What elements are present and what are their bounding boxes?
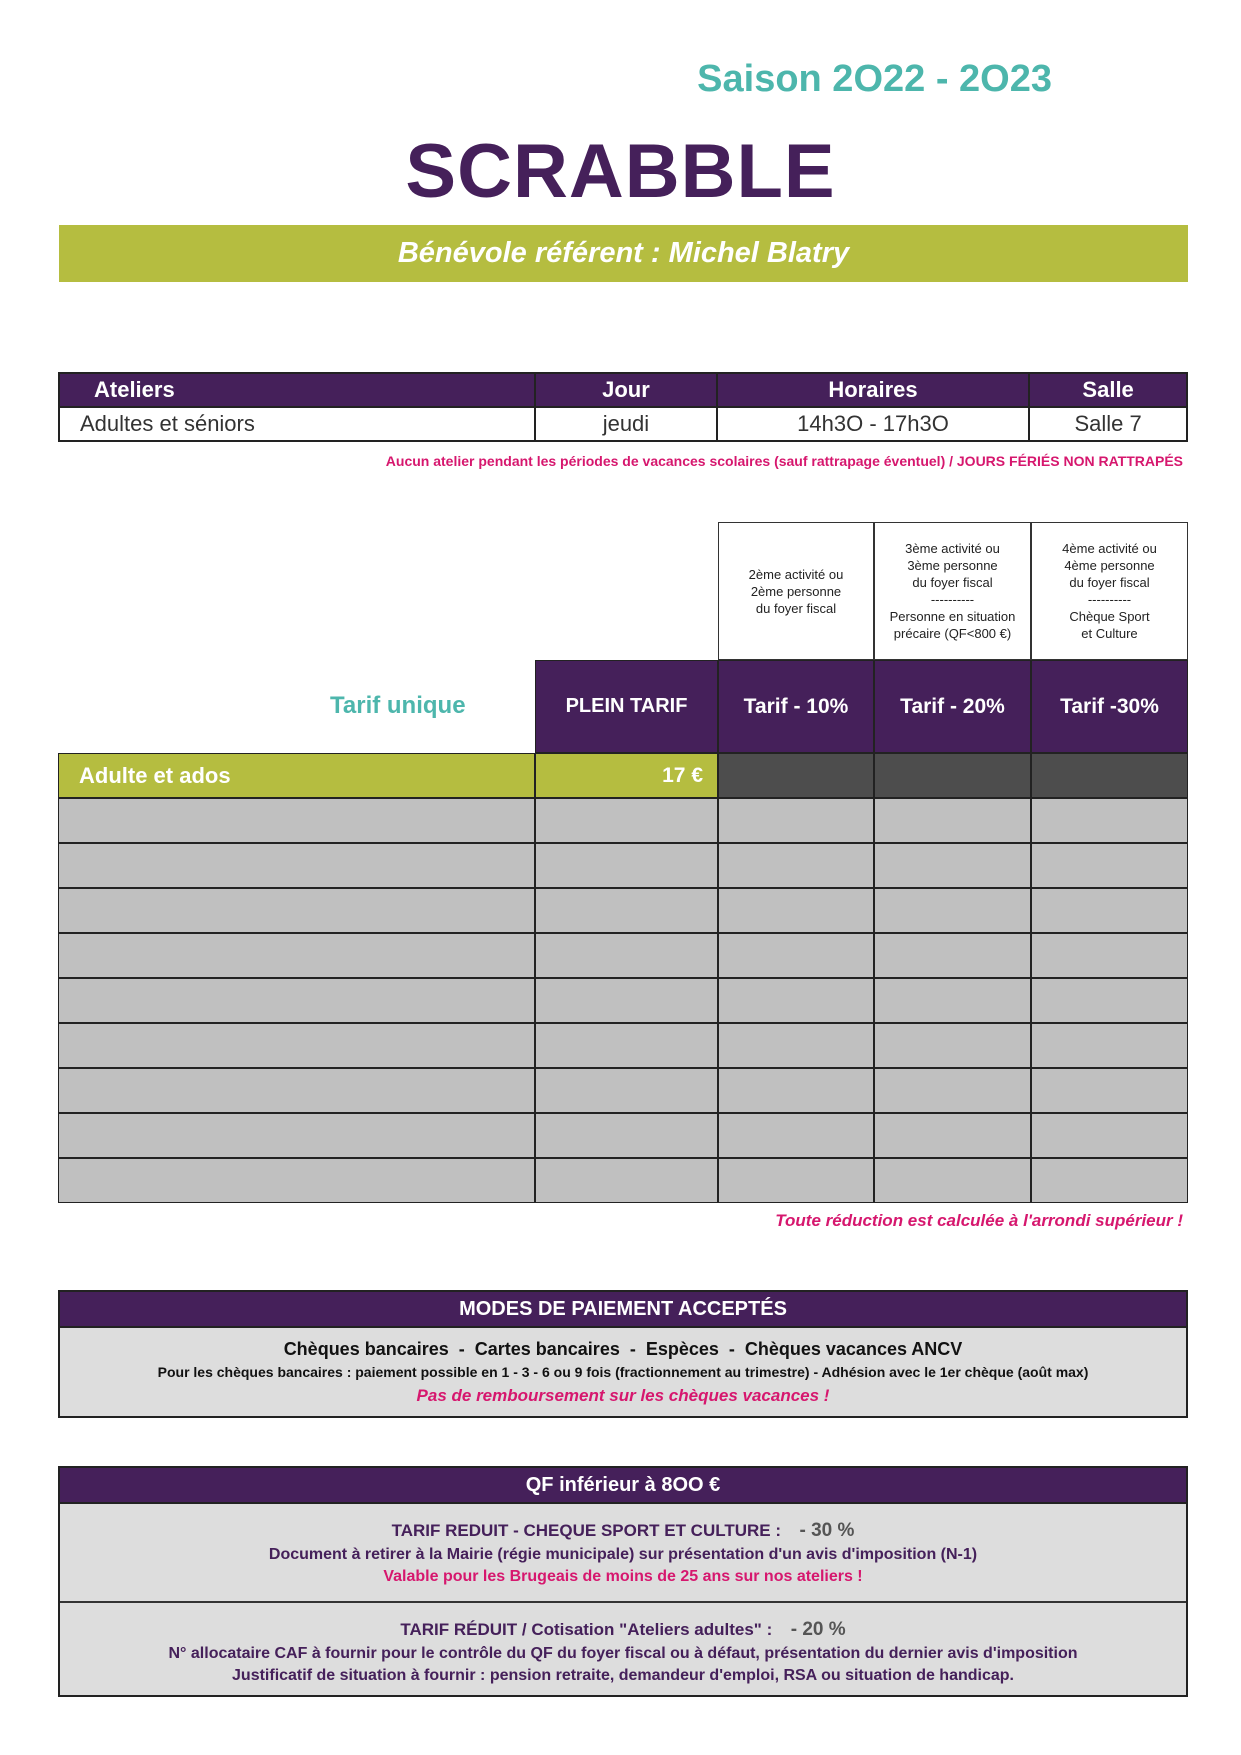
empty-tarif-cell (535, 1068, 718, 1113)
payment-title: MODES DE PAIEMENT ACCEPTÉS (60, 1292, 1186, 1328)
tarif-row-cell-10 (718, 753, 874, 798)
empty-tarif-cell (535, 978, 718, 1023)
schedule-header-row (59, 373, 1187, 407)
qf-section1-note: Valable pour les Brugeais de moins de 25 ans sur nos ateliers ! (383, 1567, 863, 1585)
tarif-row-price: 17 € (535, 753, 718, 798)
empty-tarif-cell (58, 933, 535, 978)
empty-tarif-cell (58, 978, 535, 1023)
empty-tarif-cell (535, 1113, 718, 1158)
qf-box (58, 1466, 1188, 1697)
header-tarif-20: Tarif - 20% (874, 660, 1031, 753)
qf-section1-body: Document à retirer à la Mairie (régie municipale) sur présentation d'un avis d'imposition (N-1) (268, 1545, 978, 1563)
schedule-cell-atelier: Adultes et séniors (59, 407, 535, 441)
header-tarif-30: Tarif -30% (1031, 660, 1188, 753)
schedule-cell-horaires: 14h3O - 17h3O (717, 407, 1029, 441)
qf-section2-body2: Justificatif de situation à fournir : pension retraite, demandeur d'emploi, RSA ou situation de handicap. (232, 1666, 1014, 1684)
qf-title: QF inférieur à 8OO € (60, 1468, 1186, 1504)
empty-tarif-cell (1031, 888, 1188, 933)
empty-tarif-cell (535, 798, 718, 843)
empty-tarif-cell (874, 843, 1031, 888)
empty-tarif-cell (58, 1113, 535, 1158)
schedule-cell-jour: jeudi (535, 407, 717, 441)
empty-tarif-cell (718, 1113, 874, 1158)
empty-tarif-cell (874, 1113, 1031, 1158)
qf-section2-body1: N° allocataire CAF à fournir pour le contrôle du QF du foyer fiscal ou à défaut, présentation du dernier avis d'imposition (168, 1644, 1078, 1662)
empty-tarif-cell (874, 933, 1031, 978)
empty-tarif-cell (58, 843, 535, 888)
empty-tarif-cell (535, 1158, 718, 1203)
schedule-header-salle: Salle (1029, 373, 1187, 407)
schedule-header-ateliers: Ateliers (59, 373, 535, 407)
empty-tarif-cell (874, 1023, 1031, 1068)
tarif-row-cell-30 (1031, 753, 1188, 798)
empty-tarif-cell (718, 798, 874, 843)
tarif-unique-label: Tarif unique (330, 692, 466, 719)
empty-tarif-cell (58, 1068, 535, 1113)
empty-tarif-cell (535, 888, 718, 933)
tarif-top-header-20: 3ème activité ou 3ème personne du foyer fiscal ---------- Personne en situation précaire (QF<800 €) (874, 522, 1031, 660)
empty-tarif-cell (1031, 843, 1188, 888)
schedule-row (59, 407, 1187, 441)
empty-tarif-cell (1031, 1113, 1188, 1158)
schedule-header-horaires: Horaires (717, 373, 1029, 407)
empty-tarif-cell (58, 1023, 535, 1068)
qf-section-ateliers-adultes (60, 1601, 1186, 1700)
empty-tarif-cell (718, 843, 874, 888)
empty-tarif-cell (874, 798, 1031, 843)
empty-tarif-cell (1031, 1068, 1188, 1113)
empty-tarif-cell (1031, 1158, 1188, 1203)
tarif-row-cell-20 (874, 753, 1031, 798)
empty-tarif-cell (874, 1068, 1031, 1113)
referent-banner: Bénévole référent : Michel Blatry (59, 225, 1188, 282)
empty-tarif-cell (58, 1158, 535, 1203)
empty-tarif-cell (58, 798, 535, 843)
empty-tarif-cell (718, 1023, 874, 1068)
qf-section2-pct: - 20 % (790, 1618, 846, 1640)
tarif-row-label: Adulte et ados (58, 753, 535, 798)
empty-tarif-cell (58, 888, 535, 933)
page-title: SCRABBLE (405, 129, 836, 214)
payment-details: Pour les chèques bancaires : paiement possible en 1 - 3 - 6 ou 9 fois (fractionnement au trimestre) - Adhésion avec le 1er chèque (août max) (157, 1364, 1089, 1380)
payment-warning: Pas de remboursement sur les chèques vacances ! (416, 1386, 830, 1405)
header-plein-tarif: PLEIN TARIF (535, 660, 718, 753)
empty-tarif-cell (1031, 798, 1188, 843)
empty-tarif-cell (535, 843, 718, 888)
reduction-note: Toute réduction est calculée à l'arrondi supérieur ! (775, 1211, 1183, 1230)
qf-section1-title: TARIF REDUIT - CHEQUE SPORT ET CULTURE : (391, 1520, 782, 1540)
payment-methods: Chèques bancaires - Cartes bancaires - Espèces - Chèques vacances ANCV (283, 1339, 963, 1359)
tarif-top-header-10: 2ème activité ou 2ème personne du foyer fiscal (718, 522, 874, 660)
empty-tarif-cell (1031, 1023, 1188, 1068)
schedule-cell-salle: Salle 7 (1029, 407, 1187, 441)
qf-section-cheque-sport (60, 1504, 1186, 1601)
schedule-header-jour: Jour (535, 373, 717, 407)
empty-tarif-cell (874, 978, 1031, 1023)
empty-tarif-cell (718, 933, 874, 978)
qf-section1-pct: - 30 % (799, 1519, 855, 1541)
payment-box (58, 1290, 1188, 1418)
season-label: Saison 2O22 - 2O23 (697, 58, 1052, 100)
empty-tarif-cell (874, 888, 1031, 933)
empty-tarif-cell (718, 888, 874, 933)
empty-tarif-cell (718, 1158, 874, 1203)
vacances-note: Aucun atelier pendant les périodes de vacances scolaires (sauf rattrapage éventuel) / JOURS FÉRIÉS NON RATTRAPÉS (385, 453, 1183, 469)
empty-tarif-cell (1031, 933, 1188, 978)
empty-tarif-cell (874, 1158, 1031, 1203)
empty-tarif-cell (718, 1068, 874, 1113)
header-tarif-10: Tarif - 10% (718, 660, 874, 753)
empty-tarif-cell (535, 1023, 718, 1068)
empty-tarif-cell (535, 933, 718, 978)
empty-tarif-cell (1031, 978, 1188, 1023)
empty-tarif-cell (718, 978, 874, 1023)
qf-section2-title: TARIF RÉDUIT / Cotisation "Ateliers adultes" : (400, 1619, 773, 1639)
tarif-top-header-30: 4ème activité ou 4ème personne du foyer fiscal ---------- Chèque Sport et Culture (1031, 522, 1188, 660)
schedule-table (58, 372, 1188, 442)
